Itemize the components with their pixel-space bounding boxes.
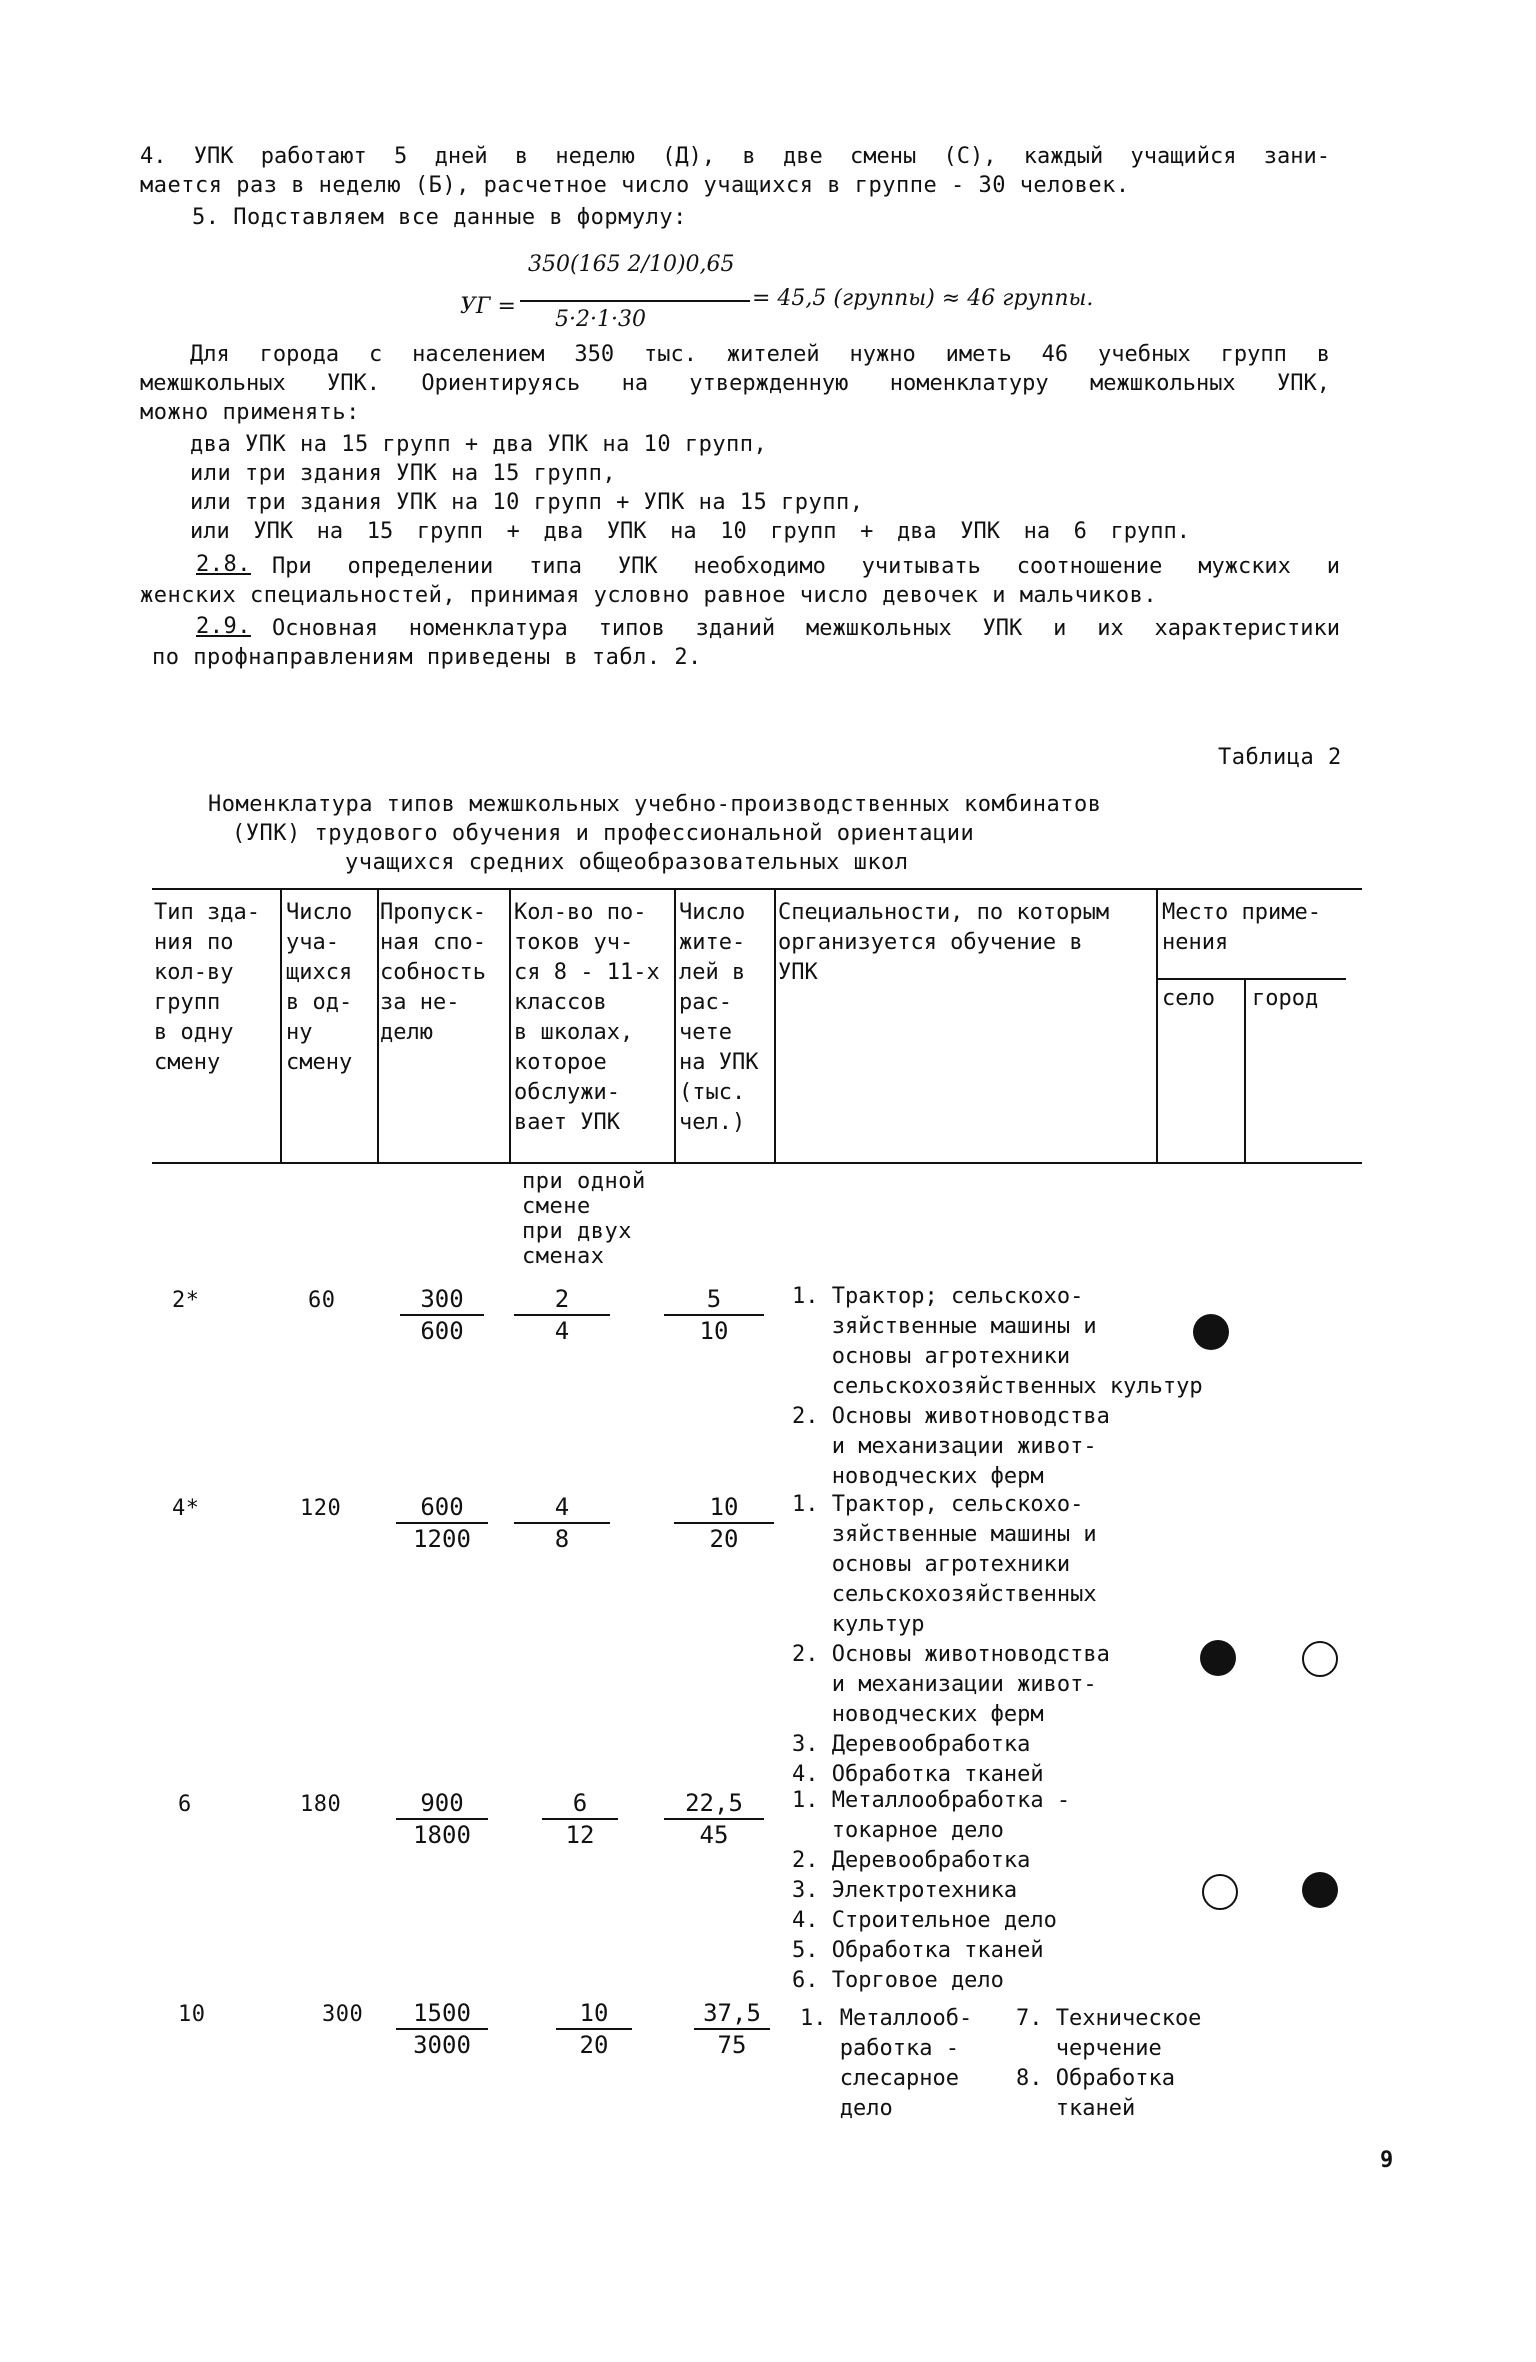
page-number: 9 (1380, 2148, 1394, 2173)
formula-denominator: 5·2·1·30 (555, 307, 646, 332)
row-students: 60 (308, 1288, 336, 1313)
city-applicable-marker (1302, 1641, 1338, 1677)
subnote-line4: сменах (522, 1244, 605, 1269)
header-place-village: село (1162, 986, 1215, 1011)
option-2: или три здания УПК на 15 групп, (190, 461, 617, 486)
formula-numerator: 350(165 2/10)0,65 (528, 252, 735, 277)
row-streams: $\frac{2}{4}$ (514, 1284, 610, 1346)
subnote-line3: при двух (522, 1219, 632, 1244)
row-capacity: $\frac{300}{600}$ (400, 1284, 484, 1346)
para-2-9-line2: по профнаправлениям приведены в табл. 2. (152, 645, 702, 670)
option-4: или УПК на 15 групп + два УПК на 10 групп + два УПК на 6 групп. (190, 519, 1190, 544)
row-specialties-left: 1. Металлооб- работка - слесарное дело (800, 2006, 973, 2121)
subnote-line1: при одной (522, 1169, 646, 1194)
table-title-line2: (УПК) трудового обучения и профессиональной ориентации (232, 821, 975, 846)
para-5: 5. Подставляем все данные в формулу: (192, 205, 687, 230)
header-population: Число жите- лей в рас- чете на УПК (тыс. чел.) (679, 900, 759, 1135)
row-capacity: $\frac{1500}{3000}$ (396, 1998, 488, 2060)
row-specialties: 1. Трактор; сельскохо- зяйственные машины и основы агротехники сельскохозяйственных культур 2. Основы животноводства и механизации живот- новодческих ферм (792, 1284, 1203, 1489)
formula-lhs: УГ = (460, 294, 516, 319)
header-streams: Кол-во по- токов уч- ся 8 - 11-х классов в школах, которое обслужи- вает УПК (514, 900, 660, 1135)
para-2-8-number: 2.8. (196, 552, 251, 577)
table-label: Таблица 2 (1218, 745, 1342, 770)
header-specialties: Специальности, по которым организуется обучение в УПК (778, 900, 1110, 985)
para-2-8-line2: женских специальностей, принимая условно равное число девочек и мальчиков. (140, 583, 1158, 608)
table-title-line1: Номенклатура типов межшкольных учебно-производственных комбинатов (208, 792, 1102, 817)
row-students: 180 (300, 1792, 342, 1817)
subnote-line2: смене (522, 1194, 591, 1219)
row-specialties-right: 7. Техническое черчение 8. Обработка тканей (1016, 2006, 1202, 2121)
row-streams: $\frac{4}{8}$ (514, 1492, 610, 1554)
row-population: $\frac{10}{20}$ (674, 1492, 774, 1554)
para-4-line1: 4. УПК работают 5 дней в неделю (Д), в две смены (С), каждый учащийся зани- (140, 144, 1330, 169)
row-specialties: 1. Металлообработка - токарное дело 2. Деревообработка 3. Электротехника 4. Строительное дело 5. Обработка тканей 6. Торговое дело (792, 1788, 1071, 1993)
row-specialties: 1. Трактор, сельскохо- зяйственные машины и основы агротехники сельскохозяйственных культур 2. Основы животноводства и механизации живот- новодческих ферм 3. Деревообработка 4. Обработка тканей (792, 1492, 1110, 1787)
row-streams: $\frac{6}{12}$ (542, 1788, 618, 1850)
city-line-1: Для города с населением 350 тыс. жителей нужно иметь 46 учебных групп в (190, 342, 1330, 367)
header-place: Место приме- нения (1162, 900, 1321, 955)
header-capacity: Пропуск- ная спо- собность за не- делю (380, 900, 486, 1045)
formula-bar (520, 300, 750, 302)
header-students: Число уча- щихся в од- ну смену (286, 900, 353, 1075)
para-2-9-number: 2.9. (196, 614, 251, 639)
table-header-rule (152, 1162, 1362, 1164)
row-capacity: $\frac{600}{1200}$ (396, 1492, 488, 1554)
village-applicable-marker (1200, 1640, 1236, 1676)
city-applicable-marker (1302, 1872, 1338, 1908)
row-population: $\frac{5}{10}$ (664, 1284, 764, 1346)
city-line-3: можно применять: (140, 400, 360, 425)
option-3: или три здания УПК на 10 групп + УПК на 15 групп, (190, 490, 864, 515)
row-students: 120 (300, 1496, 342, 1521)
row-type: 4* (172, 1496, 200, 1521)
formula-result: = 45,5 (группы) ≈ 46 группы. (752, 286, 1094, 311)
table-title-line3: учащихся средних общеобразовательных школ (345, 850, 909, 875)
para-4-line2: мается раз в неделю (Б), расчетное число учащихся в группе - 30 человек. (140, 173, 1130, 198)
table-top-rule (152, 888, 1362, 890)
city-line-2: межшкольных УПК. Ориентируясь на утвержденную номенклатуру межшкольных УПК, (140, 371, 1330, 396)
para-2-9-line1: Основная номенклатура типов зданий межшкольных УПК и их характеристики (272, 616, 1340, 641)
village-applicable-marker (1193, 1314, 1229, 1350)
row-type: 2* (172, 1288, 200, 1313)
row-population: $\frac{37,5}{75}$ (694, 1998, 770, 2060)
row-capacity: $\frac{900}{1800}$ (396, 1788, 488, 1850)
para-2-8-line1: При определении типа УПК необходимо учитывать соотношение мужских и (272, 554, 1340, 579)
place-subheader-rule (1158, 978, 1346, 980)
row-type: 6 (178, 1792, 192, 1817)
header-place-city: город (1252, 986, 1319, 1011)
row-type: 10 (178, 2002, 206, 2027)
option-1: два УПК на 15 групп + два УПК на 10 групп, (190, 432, 768, 457)
row-streams: $\frac{10}{20}$ (556, 1998, 632, 2060)
row-population: $\frac{22,5}{45}$ (664, 1788, 764, 1850)
village-applicable-marker (1202, 1874, 1238, 1910)
row-students: 300 (322, 2002, 364, 2027)
header-type: Тип зда- ния по кол-ву групп в одну смену (154, 900, 260, 1075)
